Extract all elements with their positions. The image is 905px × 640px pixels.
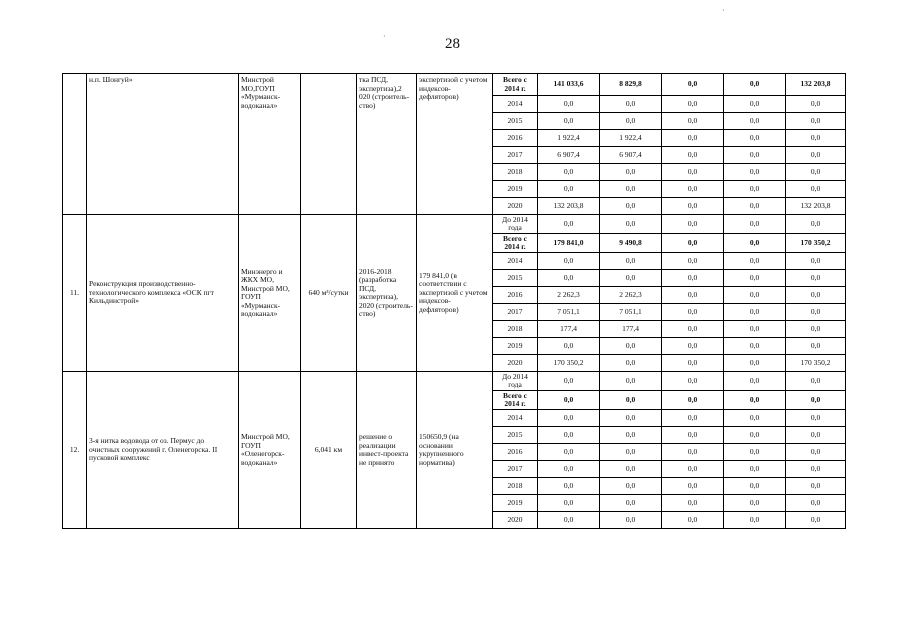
amount-cell: 0,0 [538,410,600,427]
amount-cell: 0,0 [662,355,724,372]
year-cell: 2014 [493,410,538,427]
amount-cell: 0,0 [662,181,724,198]
amount-cell: 0,0 [662,321,724,338]
amount-cell: 0,0 [662,130,724,147]
amount-cell: 6 907,4 [600,147,662,164]
amount-cell: 0,0 [786,130,846,147]
amount-cell: 0,0 [538,253,600,270]
amount-cell: 0,0 [662,427,724,444]
amount-cell: 0,0 [538,181,600,198]
year-cell: 2020 [493,512,538,529]
amount-cell: 0,0 [538,512,600,529]
amount-cell: 0,0 [786,444,846,461]
year-cell: 2017 [493,147,538,164]
amount-cell: 0,0 [538,461,600,478]
item-number-cell: 11. [63,215,87,372]
amount-cell: 0,0 [662,512,724,529]
amount-cell: 0,0 [538,113,600,130]
amount-cell: 0,0 [662,391,724,410]
executor-cell: Минстрой МО,ГОУП «Мурманск-водоканал» [239,74,301,215]
amount-cell: 0,0 [786,164,846,181]
amount-cell: 179 841,0 [538,234,600,253]
amount-cell: 0,0 [724,512,786,529]
year-cell: 2019 [493,338,538,355]
period-cell: 2016-2018 (разработка ПСД, экспертиза), 2020 (строитель-ство) [357,215,417,372]
amount-cell: 0,0 [724,96,786,113]
amount-cell: 2 262,3 [600,287,662,304]
amount-cell: 0,0 [600,253,662,270]
amount-cell: 0,0 [724,164,786,181]
amount-cell: 0,0 [724,198,786,215]
period-cell: тка ПСД, экспертиза),2 020 (строитель-ство) [357,74,417,215]
amount-cell: 0,0 [662,74,724,96]
amount-cell: 0,0 [786,427,846,444]
amount-cell: 0,0 [724,113,786,130]
year-cell: 2016 [493,130,538,147]
year-cell: 2018 [493,478,538,495]
amount-cell: 0,0 [786,495,846,512]
amount-cell: 0,0 [662,270,724,287]
amount-cell: 0,0 [600,270,662,287]
amount-cell: 0,0 [724,253,786,270]
scan-mark: · [722,6,725,15]
object-name-cell: Реконструкция производственно-технологического комплекса «ОСК пгт Кильдинстрой» [87,215,239,372]
amount-cell: 0,0 [786,215,846,234]
amount-cell: 0,0 [600,372,662,391]
amount-cell: 0,0 [724,304,786,321]
amount-cell: 0,0 [662,113,724,130]
amount-cell: 1 922,4 [600,130,662,147]
year-cell: 2014 [493,253,538,270]
amount-cell: 0,0 [724,355,786,372]
year-cell: 2015 [493,427,538,444]
amount-cell: 0,0 [538,427,600,444]
amount-cell: 9 490,8 [600,234,662,253]
amount-cell: 0,0 [724,215,786,234]
amount-cell: 132 203,8 [786,198,846,215]
amount-cell: 2 262,3 [538,287,600,304]
amount-cell: 0,0 [600,461,662,478]
amount-cell: 0,0 [786,478,846,495]
table-row [63,74,846,96]
amount-cell: 0,0 [724,270,786,287]
amount-cell: 0,0 [662,410,724,427]
year-cell: Всего с 2014 г. [493,391,538,410]
amount-cell: 0,0 [662,372,724,391]
capacity-cell [301,74,357,215]
table-row [63,372,846,391]
amount-cell: 0,0 [724,444,786,461]
amount-cell: 0,0 [724,338,786,355]
amount-cell: 0,0 [538,270,600,287]
amount-cell: 170 350,2 [786,355,846,372]
amount-cell: 0,0 [724,130,786,147]
year-cell: 2018 [493,321,538,338]
amount-cell: 0,0 [600,391,662,410]
amount-cell: 0,0 [662,304,724,321]
page-number: 28 [445,36,460,52]
amount-cell: 170 350,2 [786,234,846,253]
amount-cell: 0,0 [662,96,724,113]
executor-cell: Минстрой МО, ГОУП «Оленегорск-водоканал» [239,372,301,529]
amount-cell: 132 203,8 [786,74,846,96]
amount-cell: 0,0 [786,181,846,198]
amount-cell: 0,0 [786,113,846,130]
amount-cell: 0,0 [786,391,846,410]
year-cell: 2019 [493,495,538,512]
year-cell: 2016 [493,444,538,461]
amount-cell: 0,0 [662,287,724,304]
amount-cell: 141 033,6 [538,74,600,96]
amount-cell: 0,0 [786,96,846,113]
amount-cell: 7 051,1 [600,304,662,321]
amount-cell: 0,0 [724,372,786,391]
amount-cell: 0,0 [538,372,600,391]
amount-cell: 0,0 [662,253,724,270]
scan-mark: · [383,32,386,41]
amount-cell: 0,0 [662,478,724,495]
amount-cell: 132 203,8 [538,198,600,215]
year-cell: 2016 [493,287,538,304]
amount-cell: 0,0 [724,234,786,253]
year-cell: 2020 [493,198,538,215]
investment-table [62,73,846,529]
amount-cell: 0,0 [724,181,786,198]
table-row [63,215,846,234]
item-number-cell [63,74,87,215]
cost-cell: 150650,9 (на основании укрупненного норматива) [417,372,493,529]
capacity-cell: 6,041 км [301,372,357,529]
amount-cell: 0,0 [786,270,846,287]
amount-cell: 7 051,1 [538,304,600,321]
amount-cell: 0,0 [600,512,662,529]
amount-cell: 0,0 [538,444,600,461]
amount-cell: 0,0 [724,427,786,444]
amount-cell: 0,0 [600,338,662,355]
amount-cell: 0,0 [600,355,662,372]
amount-cell: 0,0 [662,338,724,355]
amount-cell: 1 922,4 [538,130,600,147]
amount-cell: 0,0 [786,372,846,391]
amount-cell: 0,0 [786,287,846,304]
table-body [63,74,846,529]
amount-cell: 170 350,2 [538,355,600,372]
cost-cell: 179 841,0 (в соответствии с экспертизой с учетом индексов-дефляторов) [417,215,493,372]
executor-cell: Минэнерго и ЖКХ МО, Минстрой МО, ГОУП «Мурманск-водоканал» [239,215,301,372]
year-cell: Всего с 2014 г. [493,234,538,253]
amount-cell: 0,0 [786,338,846,355]
amount-cell: 0,0 [538,391,600,410]
amount-cell: 0,0 [538,96,600,113]
amount-cell: 0,0 [786,147,846,164]
year-cell: 2017 [493,304,538,321]
amount-cell: 0,0 [600,113,662,130]
amount-cell: 0,0 [538,164,600,181]
year-cell: До 2014 года [493,372,538,391]
amount-cell: 0,0 [724,410,786,427]
capacity-cell: 640 м³/сутки [301,215,357,372]
amount-cell: 0,0 [786,410,846,427]
year-cell: 2017 [493,461,538,478]
year-cell: Всего с 2014 г. [493,74,538,96]
amount-cell: 0,0 [600,215,662,234]
amount-cell: 0,0 [724,495,786,512]
amount-cell: 0,0 [724,391,786,410]
amount-cell: 0,0 [786,253,846,270]
amount-cell: 0,0 [786,461,846,478]
year-cell: 2020 [493,355,538,372]
year-cell: До 2014 года [493,215,538,234]
amount-cell: 0,0 [662,495,724,512]
amount-cell: 0,0 [662,147,724,164]
amount-cell: 0,0 [600,444,662,461]
amount-cell: 0,0 [600,427,662,444]
year-cell: 2015 [493,270,538,287]
amount-cell: 0,0 [538,215,600,234]
amount-cell: 0,0 [600,198,662,215]
amount-cell: 0,0 [724,461,786,478]
period-cell: решение о реализации инвест-проекта не принято [357,372,417,529]
amount-cell: 0,0 [600,96,662,113]
amount-cell: 0,0 [538,478,600,495]
amount-cell: 0,0 [724,321,786,338]
amount-cell: 0,0 [724,287,786,304]
amount-cell: 0,0 [786,304,846,321]
amount-cell: 0,0 [662,215,724,234]
amount-cell: 0,0 [600,478,662,495]
amount-cell: 8 829,8 [600,74,662,96]
object-name-cell: 3-я нитка водовода от оз. Пермус до очистных сооружений г. Оленегорска. II пусковой комплекс [87,372,239,529]
amount-cell: 0,0 [786,321,846,338]
amount-cell: 0,0 [724,478,786,495]
year-cell: 2015 [493,113,538,130]
amount-cell: 0,0 [600,410,662,427]
cost-cell: экспертизой с учетом индексов-дефляторов) [417,74,493,215]
amount-cell: 0,0 [724,147,786,164]
amount-cell: 177,4 [600,321,662,338]
amount-cell: 0,0 [662,444,724,461]
amount-cell: 0,0 [662,461,724,478]
object-name-cell: н.п. Шонгуй» [87,74,239,215]
amount-cell: 6 907,4 [538,147,600,164]
amount-cell: 0,0 [662,164,724,181]
amount-cell: 0,0 [724,74,786,96]
amount-cell: 0,0 [662,234,724,253]
amount-cell: 0,0 [538,495,600,512]
amount-cell: 0,0 [600,495,662,512]
amount-cell: 0,0 [662,198,724,215]
amount-cell: 0,0 [786,512,846,529]
amount-cell: 0,0 [600,181,662,198]
item-number-cell: 12. [63,372,87,529]
amount-cell: 177,4 [538,321,600,338]
amount-cell: 0,0 [538,338,600,355]
year-cell: 2014 [493,96,538,113]
year-cell: 2018 [493,164,538,181]
year-cell: 2019 [493,181,538,198]
amount-cell: 0,0 [600,164,662,181]
